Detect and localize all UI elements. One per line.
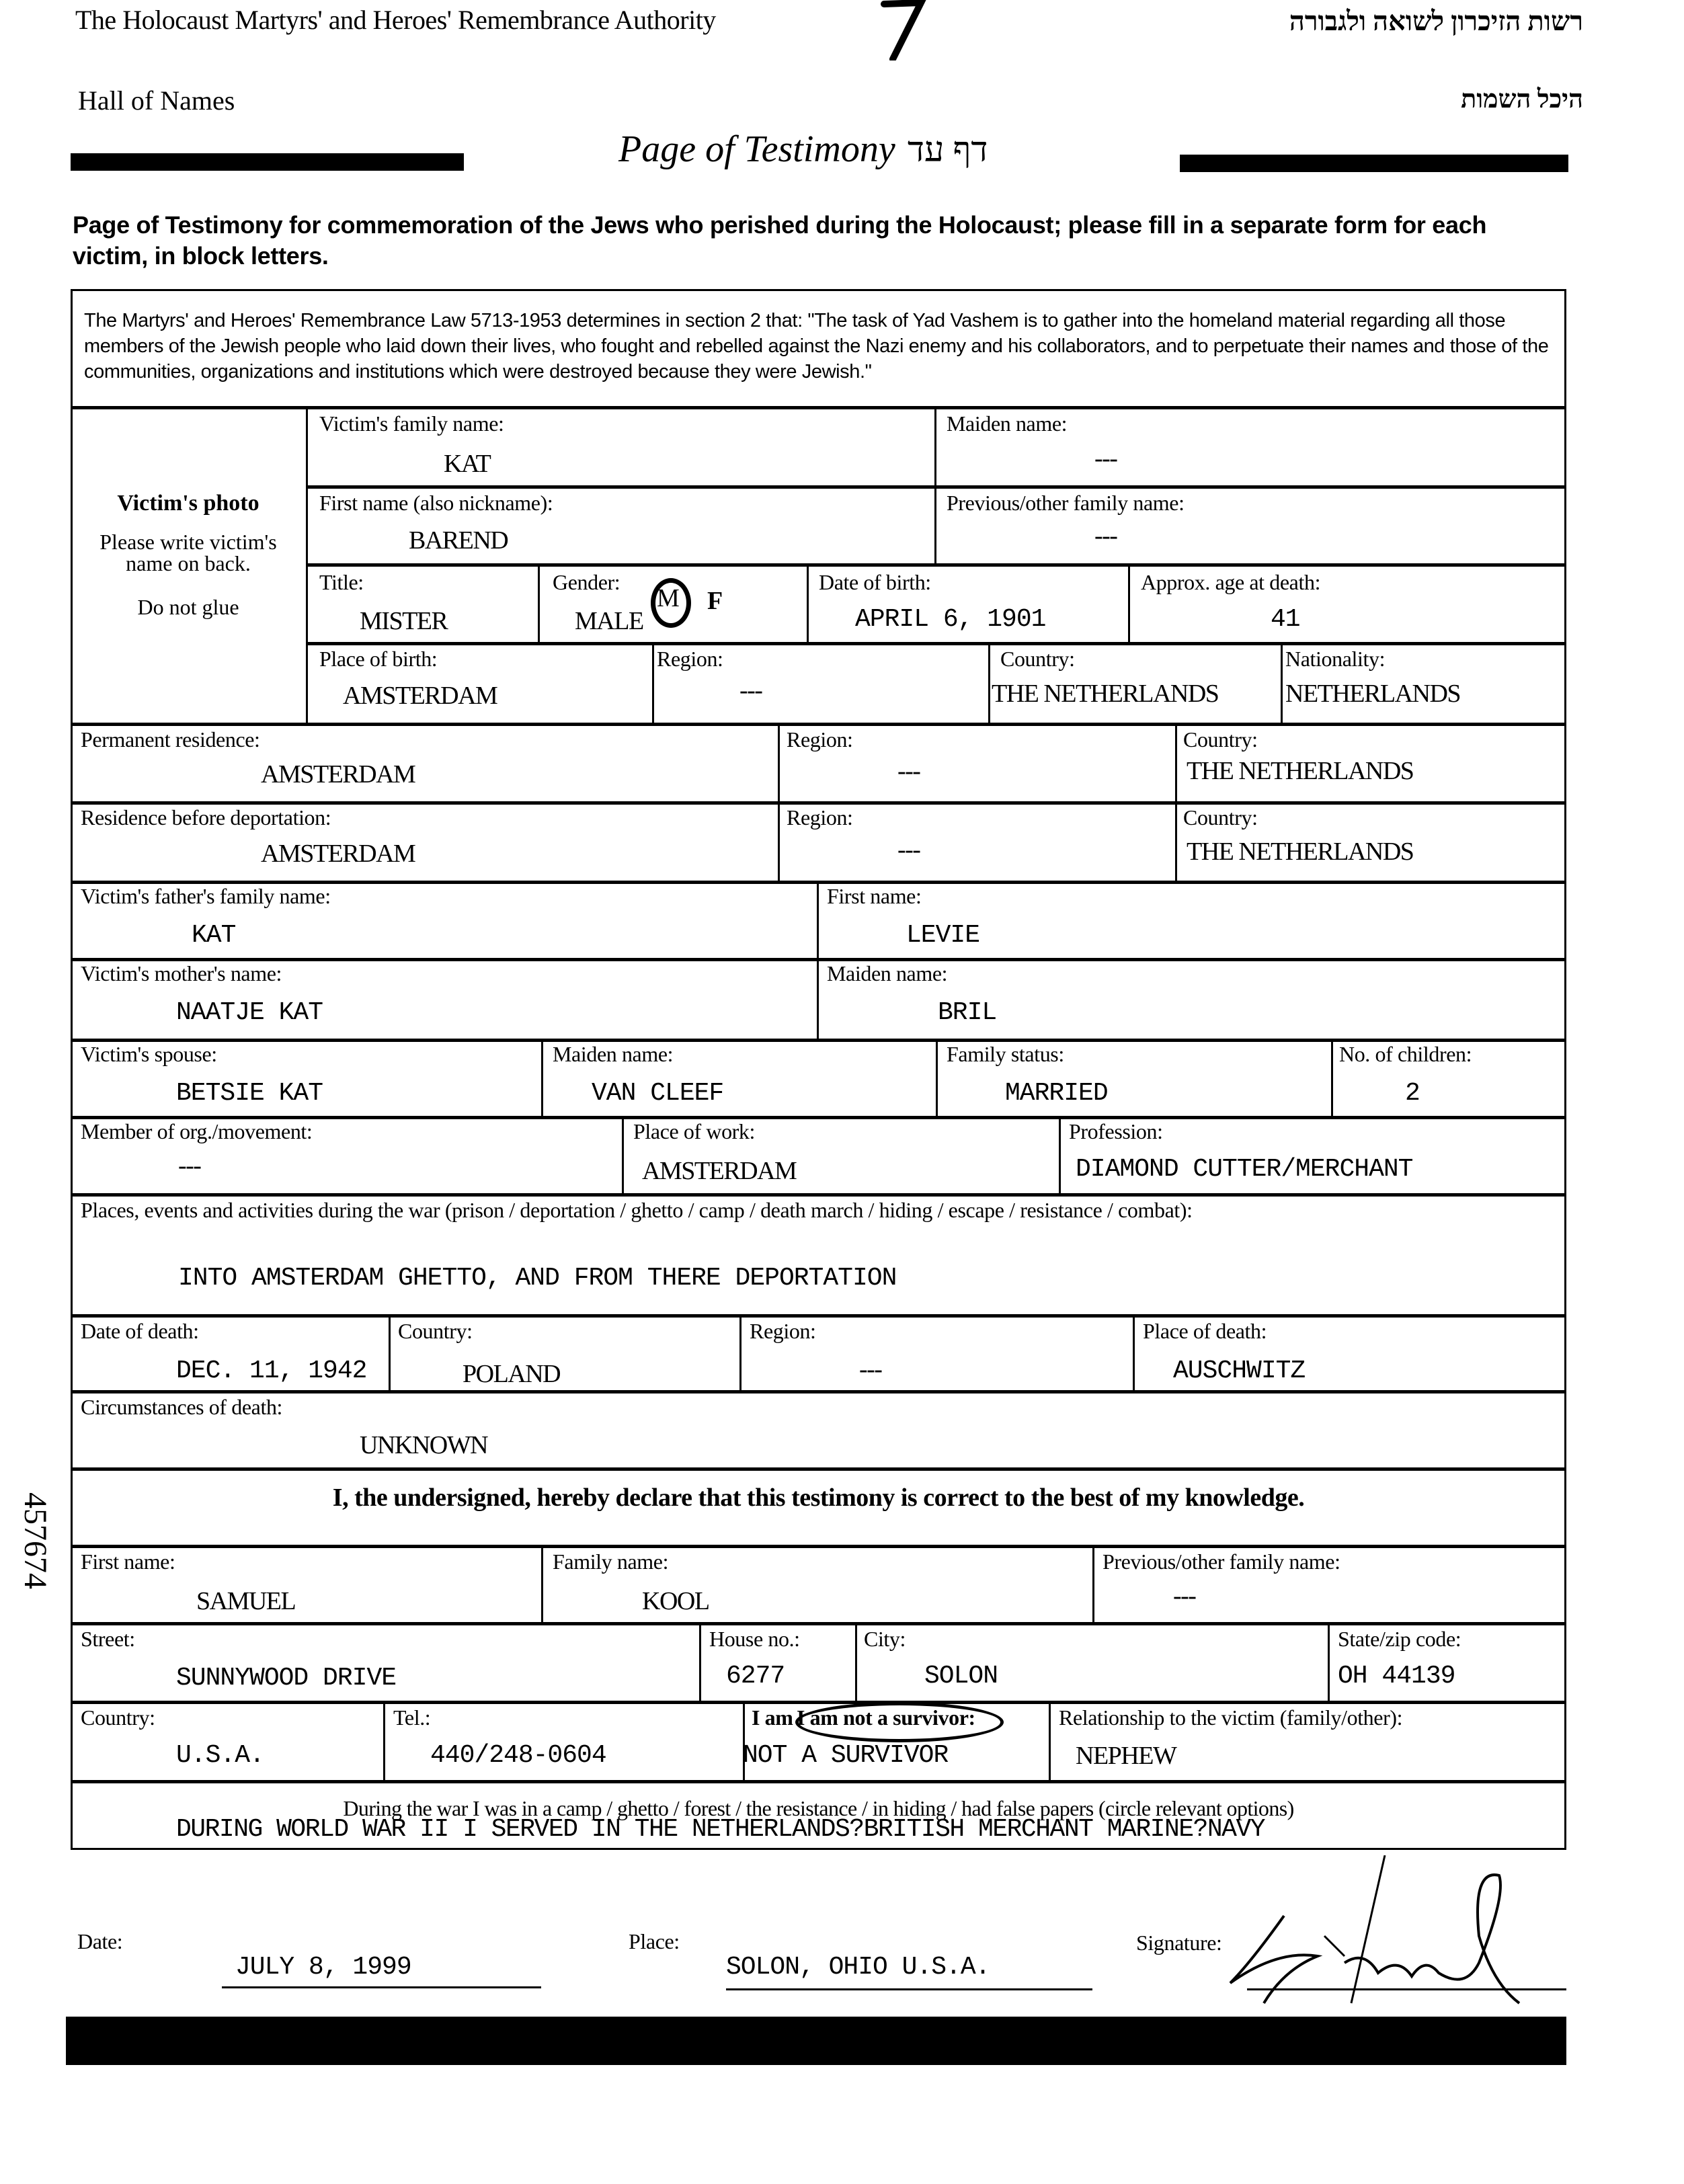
first-name-label: First name (also nickname): [319, 491, 553, 515]
place-field[interactable]: SOLON, OHIO U.S.A. [726, 1953, 990, 1982]
father-family-name-label: Victim's father's family name: [81, 884, 331, 908]
family-status-label: Family status: [947, 1042, 1064, 1066]
spouse-field[interactable]: BETSIE KAT [176, 1079, 323, 1108]
org-member-label: Member of org./movement: [81, 1119, 313, 1143]
nationality-field[interactable]: NETHERLANDS [1285, 680, 1461, 708]
photo-box-glue-note: Do not glue [137, 595, 239, 619]
hall-of-names-he: היכל השמות [1461, 85, 1583, 114]
street-field[interactable]: SUNNYWOOD DRIVE [176, 1664, 397, 1693]
relationship-label: Relationship to the victim (family/other): [1059, 1705, 1403, 1730]
death-country-field[interactable]: POLAND [463, 1360, 561, 1388]
children-count-field[interactable]: 2 [1405, 1079, 1420, 1108]
tel-field[interactable]: 440/248-0604 [430, 1741, 606, 1770]
submitter-first-name-label: First name: [81, 1549, 175, 1574]
father-first-name-label: First name: [827, 884, 922, 908]
submitter-family-name-label: Family name: [553, 1549, 669, 1574]
org-member-field[interactable]: --- [178, 1151, 201, 1180]
circumstances-label: Circumstances of death: [81, 1395, 283, 1419]
spouse-label: Victim's spouse: [81, 1042, 217, 1066]
rule [71, 1390, 1566, 1393]
rule [71, 1193, 1566, 1197]
place-underline [726, 1988, 1092, 1990]
permanent-region-field[interactable]: --- [897, 757, 920, 785]
maiden-name-label: Maiden name: [947, 411, 1068, 436]
footer-bar [66, 2017, 1566, 2065]
submitter-war-field[interactable]: DURING WORLD WAR II I SERVED IN THE NETHERLANDS?BRITISH MERCHANT MARINE?NAVY [176, 1815, 1265, 1844]
divider [1281, 642, 1283, 723]
mother-maiden-name-label: Maiden name: [827, 961, 948, 985]
age-at-death-field[interactable]: 41 [1271, 605, 1300, 634]
street-label: Street: [81, 1627, 135, 1651]
header-bar-right [1180, 155, 1568, 172]
title-label: Title: [319, 570, 364, 594]
divider [652, 642, 654, 723]
divider [936, 1039, 938, 1116]
residence-before-deportation-field[interactable]: AMSTERDAM [261, 840, 415, 868]
photo-box-note: Please write victim's name on back. [99, 530, 277, 575]
war-activities-field[interactable]: INTO AMSTERDAM GHETTO, AND FROM THERE DEPORTATION [178, 1264, 897, 1293]
rule [71, 1622, 1566, 1625]
submitter-prev-family-name-label: Previous/other family name: [1102, 1549, 1340, 1574]
nationality-label: Nationality: [1285, 647, 1386, 671]
date-of-birth-field[interactable]: APRIL 6, 1901 [855, 605, 1046, 634]
mother-maiden-name-field[interactable]: BRIL [938, 998, 997, 1027]
divider [1059, 1116, 1061, 1193]
place-of-work-field[interactable]: AMSTERDAM [642, 1157, 797, 1185]
tel-label: Tel.: [393, 1705, 431, 1730]
before-country-field[interactable]: THE NETHERLANDS [1187, 838, 1414, 866]
divider [383, 1701, 385, 1780]
survivor-option-circled[interactable] [795, 1702, 1004, 1742]
submitter-prev-family-name-field[interactable]: --- [1173, 1582, 1196, 1610]
circumstances-field[interactable]: UNKNOWN [360, 1431, 488, 1459]
date-of-death-label: Date of death: [81, 1319, 199, 1343]
org-name-en: The Holocaust Martyrs' and Heroes' Remembrance Authority [75, 5, 716, 35]
submitter-country-field[interactable]: U.S.A. [176, 1741, 264, 1770]
permanent-region-label: Region: [787, 727, 853, 752]
divider [855, 1622, 857, 1701]
divider [1331, 1039, 1333, 1116]
date-field[interactable]: JULY 8, 1999 [235, 1953, 411, 1982]
divider [389, 1314, 391, 1390]
photo-box-title: Victim's photo [117, 491, 259, 516]
divider [1128, 563, 1130, 642]
before-region-label: Region: [787, 805, 853, 830]
previous-family-name-field[interactable]: --- [1094, 522, 1117, 550]
submitter-country-label: Country: [81, 1705, 155, 1730]
state-zip-field[interactable]: OH 44139 [1338, 1662, 1455, 1691]
rule [71, 1780, 1566, 1783]
residence-before-deportation-label: Residence before deportation: [81, 805, 331, 830]
header-bar-left [71, 153, 464, 171]
org-name-he: רשות הזיכרון לשואה ולגבורה [1289, 6, 1583, 36]
father-first-name-field[interactable]: LEVIE [906, 921, 980, 950]
margin-number-container [17, 1492, 67, 1627]
survivor-status-label: I am not a survivor: [797, 1705, 975, 1730]
war-activities-label: Places, events and activities during the war (prison / deportation / ghetto / camp / death march / hiding / escape / resistance / combat): [81, 1198, 1193, 1222]
birth-region-field[interactable]: --- [739, 676, 762, 704]
submitter-first-name-field[interactable]: SAMUEL [196, 1587, 296, 1615]
title-field[interactable]: MISTER [360, 607, 448, 635]
divider [541, 1545, 543, 1622]
gender-field[interactable]: MALE [575, 607, 643, 635]
handwritten-mark [881, 0, 928, 60]
rule [71, 801, 1566, 805]
divider [538, 563, 540, 642]
house-no-label: House no.: [709, 1627, 800, 1651]
divider [622, 1116, 624, 1193]
page-title-he: דף עד [908, 131, 988, 169]
place-of-birth-label: Place of birth: [319, 647, 438, 671]
rule [71, 1467, 1566, 1471]
house-no-field[interactable]: 6277 [726, 1662, 785, 1691]
before-country-label: Country: [1183, 805, 1258, 830]
page-title: Page of Testimony [618, 128, 895, 170]
state-zip-label: State/zip code: [1338, 1627, 1461, 1651]
death-region-label: Region: [750, 1319, 816, 1343]
signature-label: Signature: [1136, 1931, 1222, 1955]
birth-country-field[interactable]: THE NETHERLANDS [992, 680, 1219, 708]
relationship-field[interactable]: NEPHEW [1076, 1742, 1176, 1770]
birth-country-label: Country: [1000, 647, 1075, 671]
permanent-residence-label: Permanent residence: [81, 727, 260, 752]
profession-field[interactable]: DIAMOND CUTTER/MERCHANT [1076, 1155, 1413, 1184]
rule [71, 1314, 1566, 1318]
gender-label: Gender: [553, 570, 620, 594]
previous-family-name-label: Previous/other family name: [947, 491, 1185, 515]
maiden-name-field[interactable]: --- [1094, 444, 1117, 473]
spouse-maiden-name-label: Maiden name: [553, 1042, 674, 1066]
before-region-field[interactable]: --- [897, 836, 920, 864]
divider [306, 406, 308, 723]
law-text: The Martyrs' and Heroes' Remembrance Law 5713-1953 determines in section 2 that: "The task of Yad Vashem is to gather into the homeland material regarding all those members of the Jewish people who laid down their lives, who fought and rebelled against the Nazi enemy and his collaborators, and to perpetuate their names and those of the communities, organizations and institutions which were destroyed because they were Jewish." [84, 310, 1549, 382]
divider [817, 881, 819, 1039]
place-of-death-label: Place of death: [1143, 1319, 1267, 1343]
place-of-work-label: Place of work: [633, 1119, 756, 1143]
date-of-birth-label: Date of birth: [819, 570, 931, 594]
submitter-family-name-field[interactable]: KOOL [642, 1587, 709, 1615]
place-label: Place: [629, 1929, 680, 1953]
divider [988, 642, 990, 723]
survivor-status-field[interactable]: NOT A SURVIVOR [743, 1741, 949, 1770]
city-label: City: [864, 1627, 906, 1651]
mother-name-field[interactable]: NAATJE KAT [176, 998, 323, 1027]
date-underline [222, 1986, 541, 1988]
hall-of-names-en: Hall of Names [78, 85, 235, 116]
divider [1092, 1545, 1094, 1622]
divider [1175, 723, 1177, 881]
death-country-label: Country: [398, 1319, 473, 1343]
divider [739, 1314, 741, 1390]
permanent-country-label: Country: [1183, 727, 1258, 752]
date-label: Date: [77, 1929, 123, 1953]
place-of-birth-field[interactable]: AMSTERDAM [343, 682, 497, 710]
date-of-death-field[interactable]: DEC. 11, 1942 [176, 1357, 367, 1385]
rule [71, 1545, 1566, 1548]
death-region-field[interactable]: --- [859, 1355, 882, 1383]
signature-icon[interactable] [1224, 1855, 1560, 2010]
first-name-field[interactable]: BAREND [409, 526, 508, 555]
intro-instructions: Page of Testimony for commemoration of the Jews who perished during the Holocaust; please fill in a separate form for each victim, in block letters. [73, 211, 1487, 270]
divider [1049, 1701, 1051, 1780]
divider [541, 1039, 543, 1116]
rule [71, 723, 1566, 726]
divider [1133, 1314, 1135, 1390]
city-field[interactable]: SOLON [924, 1662, 998, 1691]
margin-number: 457674 [17, 1492, 53, 1589]
rule [71, 1701, 1566, 1704]
rule [71, 406, 1566, 409]
victim-family-name-field[interactable]: KAT [444, 450, 491, 478]
place-of-death-field[interactable]: AUSCHWITZ [1173, 1357, 1306, 1385]
mother-name-label: Victim's mother's name: [81, 961, 282, 985]
divider [807, 563, 809, 642]
permanent-residence-field[interactable]: AMSTERDAM [261, 760, 415, 788]
divider [699, 1622, 701, 1701]
gender-option-m: M [657, 584, 680, 612]
birth-region-label: Region: [657, 647, 723, 671]
rule [306, 642, 1566, 645]
victim-family-name-label: Victim's family name: [319, 411, 504, 436]
rule [306, 563, 1566, 567]
age-at-death-label: Approx. age at death: [1141, 570, 1321, 594]
father-family-name-field[interactable]: KAT [192, 921, 236, 950]
profession-label: Profession: [1069, 1119, 1163, 1143]
divider [934, 406, 936, 563]
declaration-text: I, the undersigned, hereby declare that this testimony is correct to the best of my knowledge. [332, 1484, 1305, 1512]
survivor-prefix-label: I am [752, 1705, 793, 1730]
submitter-war-note: During the war I was in a camp / ghetto / forest / the resistance / in hiding / had false papers (circle relevant options) [343, 1796, 1294, 1820]
family-status-field[interactable]: MARRIED [1005, 1079, 1108, 1108]
children-count-label: No. of children: [1339, 1042, 1472, 1066]
divider [778, 723, 780, 881]
gender-option-f[interactable]: F [707, 587, 723, 615]
divider [1328, 1622, 1330, 1701]
spouse-maiden-name-field[interactable]: VAN CLEEF [592, 1079, 724, 1108]
permanent-country-field[interactable]: THE NETHERLANDS [1187, 757, 1414, 785]
